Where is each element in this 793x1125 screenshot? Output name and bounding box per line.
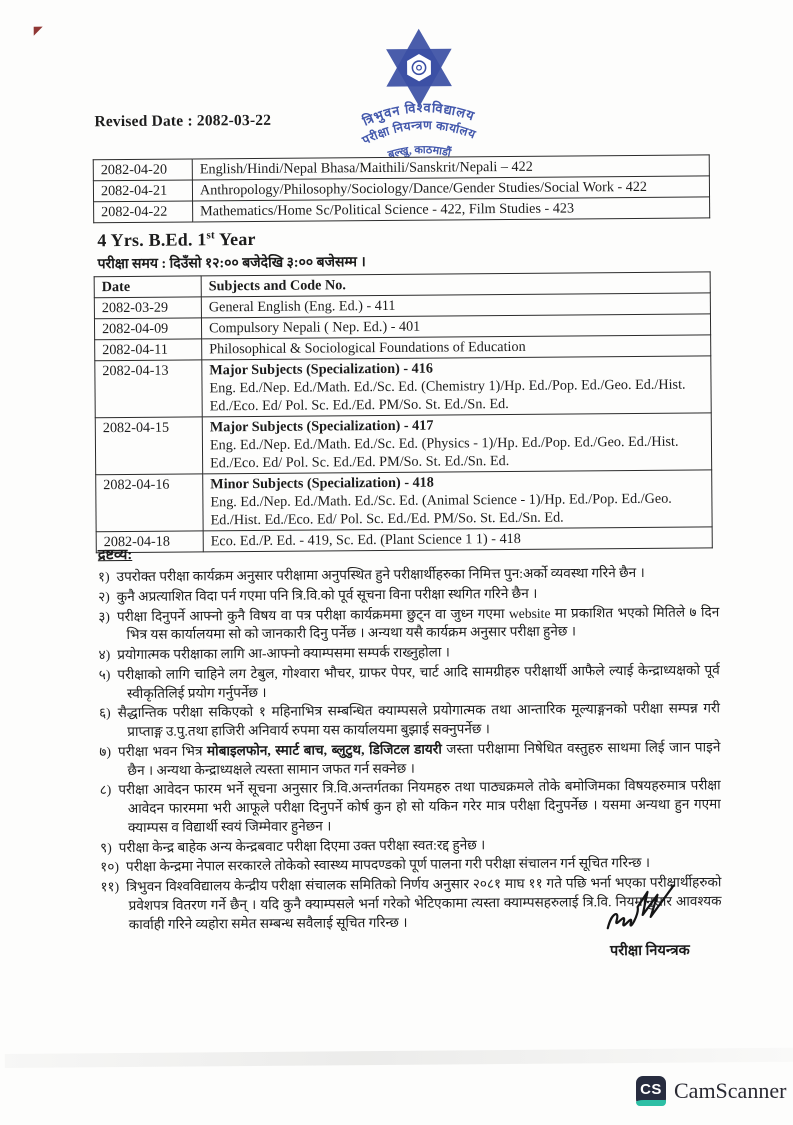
- revised-date-label: Revised Date : 2082-03-22: [94, 111, 272, 131]
- signature-scribble: [599, 882, 691, 946]
- table-row: [95, 413, 711, 475]
- note-text: परीक्षा दिनुपर्ने आफ्नो कुनै विषय वा पत्र परीक्षा कार्यक्रममा छुट्न वा जुध्न गएमा website मा प्रकाशित भएको मितिले ७ दिन भित्र यस कार्यालयमा सो को जानकारी दिनु पर्नेछ । अन्यथा यसै कार्यक्रम अनुसार परीक्षा हुनेछ ।: [116, 603, 720, 643]
- note-number: ५): [98, 666, 111, 682]
- note-number: १०): [100, 859, 120, 875]
- note-number: ११): [100, 879, 120, 895]
- subject-group-title: Minor Subjects (Specialization) - 418: [210, 474, 434, 493]
- signature-title: परीक्षा नियन्त्रक: [609, 942, 690, 960]
- date-cell: 2082-04-18: [96, 531, 203, 553]
- subject-group-detail: Eng. Ed./Nep. Ed./Math. Ed./Sc. Ed. (Physics - 1)/Hp. Ed./Pop. Ed./Geo. Ed./Hist. Ed./Eco. Ed/ Pol. Sc. Ed./Ed. PM/So. St. Ed./Sn. Ed.: [209, 433, 679, 472]
- date-cell: 2082-04-15: [95, 417, 202, 475]
- note-text: परीक्षाको लागि चाहिने लग टेबुल, गोश्वारा भौचर, ग्राफर पेपर, चार्ट आदि सामग्रीहरु परीक्षार्थी आफैले ल्याई केन्द्राध्यक्षको पूर्व स्वीकृतिलिई प्रयोग गर्नुपर्नेछ ।: [117, 662, 720, 701]
- notes-section: [98, 540, 722, 935]
- page-fold-mark: [34, 27, 43, 36]
- date-cell: 2082-04-20: [93, 159, 192, 181]
- note-text: परीक्षा केन्द्रमा नेपाल सरकारले तोकेको स्वास्थ्य मापदण्डको पूर्ण पालना गरी परीक्षा संचालन गर्न सूचित गरिन्छ ।: [125, 855, 651, 875]
- camscanner-icon: [636, 1076, 666, 1106]
- subjects-cell: Eco. Ed./P. Ed. - 419, Sc. Ed. (Plant Science 1 1) - 418: [203, 527, 712, 552]
- table-row: [94, 197, 710, 223]
- note-number: ३): [98, 608, 110, 624]
- subject-group-detail: Eng. Ed./Nep. Ed./Math. Ed./Sc. Ed. (Animal Science - 1)/Hp. Ed./Pop. Ed./Geo. Ed./Hist. Ed./Eco. Ed/ Pol. Sc. Ed./Ed. PM/So. St. Ed./Sn. Ed.: [210, 491, 672, 529]
- note-number: २): [98, 588, 110, 604]
- subjects-cell: General English (Eng. Ed.) - 411: [201, 293, 710, 318]
- subjects-cell: Anthropology/Philosophy/Sociology/Dance/Gender Studies/Social Work - 422: [192, 176, 709, 201]
- subjects-cell: [202, 356, 711, 417]
- exam-schedule-table: [94, 271, 713, 553]
- subject-group-detail: Eng. Ed./Nep. Ed./Math. Ed./Sc. Ed. (Chemistry 1)/Hp. Ed./Pop. Ed./Geo. Ed./Hist. Ed./Eco. Ed/ Pol. Sc. Ed./Ed. PM/So. St. Ed./Sn. Ed.: [209, 376, 686, 415]
- program-title-main: 4 Yrs. B.Ed. 1: [97, 229, 207, 251]
- stamp-line-university: त्रिभुवन विश्वविद्यालय: [360, 100, 477, 129]
- note-item-3: [98, 603, 719, 645]
- subjects-cell: Compulsory Nepali ( Nep. Ed.) - 401: [201, 314, 710, 339]
- note-number: ८): [99, 782, 112, 798]
- note-item-5: [99, 661, 720, 703]
- note-text: प्रयोगात्मक परीक्षाका लागि आ-आफ्नो क्याम्पसमा सम्पर्क राख्नुहोला ।: [117, 644, 450, 663]
- date-cell: 2082-03-29: [94, 297, 201, 319]
- note-number: ४): [98, 647, 111, 663]
- subjects-header: Subjects and Code No.: [201, 272, 710, 297]
- note-text: परीक्षा भवन भित्र: [117, 743, 208, 759]
- camscanner-brand-text: CamScanner: [674, 1078, 787, 1103]
- date-header: Date: [94, 276, 201, 298]
- subjects-cell: [203, 470, 712, 531]
- camscanner-watermark: [636, 1076, 786, 1106]
- subjects-cell: Philosophical & Sociological Foundations of Education: [202, 335, 711, 360]
- scan-artifact-band: [5, 1048, 793, 1068]
- note-number: ९): [100, 839, 112, 855]
- note-text: परीक्षा आवेदन फारम भर्ने सूचना अनुसार त्रि.वि.अन्तर्गतका नियमहरु तथा पाठ्यक्रमले तोके बमोजिमका विषयहरुमात्र परीक्षा आवेदन फारममा भरी आफूले परीक्षा दिनुपर्ने कोर्ष कुन हो सो यकिन गरेर मात्र परीक्षा दिनुपर्नेछ । यसमा अन्यथा हुन गएमा क्याम्पस व विद्यार्थी स्वयं जिम्मेवार हुनेछन ।: [118, 777, 721, 835]
- note-item-7: [99, 738, 720, 780]
- note-number: १): [97, 569, 110, 585]
- note-number: ६): [99, 705, 111, 721]
- note-text: सैद्धान्तिक परीक्षा सकिएको १ महिनाभित्र सम्बन्धित क्याम्पसले प्रयोगात्मक तथा आन्तारिक मूल्याङ्गनको परीक्षा सम्पन्न गरी प्राप्ताङ्ग उ.पु.तथा हाजिरी अनिवार्य रुपमा यस कार्यालयमा बुझाई सक्नुपर्नेछ ।: [117, 700, 721, 739]
- program-title: [97, 229, 256, 251]
- note-text: परीक्षा केन्द्र बाहेक अन्य केन्द्रबवाट परीक्षा दिएमा उक्त परीक्षा स्वत:रद्द हुनेछ ।: [118, 836, 486, 855]
- program-title-ordinal: st: [206, 229, 215, 242]
- date-cell: 2082-04-09: [94, 318, 201, 340]
- date-cell: 2082-04-16: [96, 474, 203, 532]
- subjects-cell: English/Hindi/Nepal Bhasa/Maithili/Sanskrit/Nepali – 422: [192, 155, 709, 180]
- table-row: [95, 356, 711, 418]
- note-text-bold: मोबाइलफोन, स्मार्ट बाच, ब्लुटुथ, डिजिटल डायरी: [206, 741, 442, 759]
- date-cell: 2082-04-13: [95, 360, 202, 418]
- note-item-8: [100, 777, 721, 838]
- date-cell: 2082-04-11: [95, 339, 202, 361]
- table-row: [96, 470, 712, 532]
- note-text: उपरोक्त परीक्षा कार्यक्रम अनुसार परीक्षामा अनुपस्थित हुने परीक्षार्थीहरुका निमित्त पुन:अर्को व्यवस्था गरिने छैन ।: [116, 564, 645, 585]
- note-text: कुनै अप्रत्याशित विदा पर्न गएमा पनि त्रि.वि.को पूर्व सूचना विना परीक्षा स्थगित गरिने छैन ।: [116, 585, 538, 604]
- notes-heading: द्रष्टव्य:: [97, 546, 133, 564]
- subject-group-title: Major Subjects (Specialization) - 416: [209, 360, 433, 379]
- subjects-cell: [202, 413, 711, 474]
- note-item-6: [99, 700, 720, 742]
- camscanner-icon-label: CS: [640, 1080, 662, 1098]
- note-text: जस्ता परीक्षामा निषेधित वस्तुहरु साथमा लिई जान पाइने छैन । अन्यथा केन्द्राध्यक्षले त्यस्ता सामान जफत गर्न सक्नेछ ।: [127, 739, 721, 778]
- note-text: त्रिभुवन विश्वविद्यालय केन्द्रीय परीक्षा संचालक समितिको निर्णय अनुसार २०८१ माघ ११ गते पछि भर्ना भएका परीक्षार्थीहरुको प्रवेशपत्र वितरण गर्ने छैन् । यदि कुनै क्याम्पसले भर्ना गरेको भेटिएकामा त्यस्ता क्याम्पसहरुलाई त्रि.वि. नियमानुसार आवश्यक कार्वाही गरिने व्यहोरा समेत सम्बन्ध सवैलाई सूचित गरिन्छ ।: [126, 874, 722, 932]
- subjects-cell: Mathematics/Home Sc/Political Science - 422, Film Studies - 423: [193, 197, 710, 222]
- stamp-line-office: परीक्षा नियन्त्रण कार्यालय: [359, 117, 478, 148]
- program-title-tail: Year: [214, 228, 256, 250]
- note-number: ७): [99, 743, 112, 759]
- stamp-line-location: बल्खु, काठमाडौं: [386, 144, 452, 162]
- subject-group-title: Major Subjects (Specialization) - 417: [209, 417, 434, 436]
- date-cell: 2082-04-21: [93, 180, 192, 202]
- exam-time-line: परीक्षा समय : दिउँसो १२:०० बजेदेखि ३:०० बजेसम्म ।: [97, 255, 366, 273]
- continuation-schedule-table: [93, 154, 710, 223]
- date-cell: 2082-04-22: [94, 201, 193, 223]
